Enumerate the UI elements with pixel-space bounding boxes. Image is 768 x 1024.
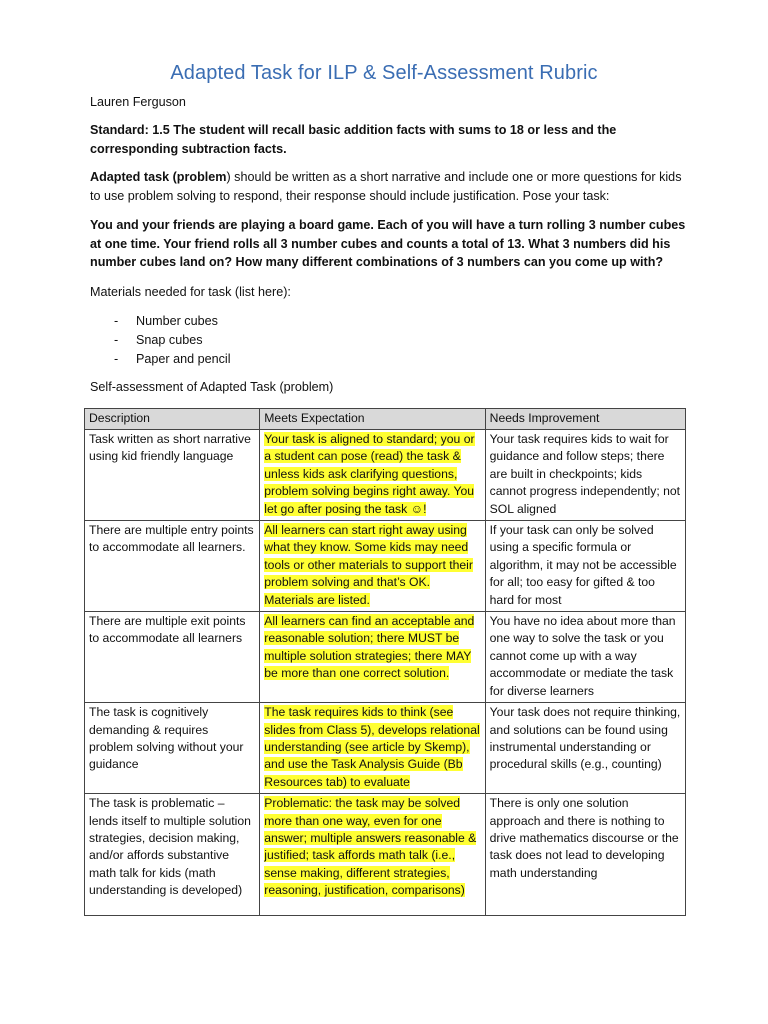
column-header-needs: Needs Improvement xyxy=(485,409,685,430)
rubric-needs-cell: Your task does not require thinking, and solutions can be found using instrumental understanding or procedural skills (e.g., counting) xyxy=(485,703,685,794)
rubric-description-cell: The task is problematic – lends itself to multiple solution strategies, decision making, and/or affords substantive math talk for kids (math understanding is developed) xyxy=(85,794,260,916)
rubric-meets-cell: All learners can start right away using what they know. Some kids may need tools or other materials to support their problem solving and that’s OK. Materials are listed. xyxy=(260,521,485,612)
standard-label: Standard: xyxy=(90,123,149,137)
rubric-description-cell: The task is cognitively demanding & requires problem solving without your guidance xyxy=(85,703,260,794)
rubric-description-cell: There are multiple entry points to accommodate all learners. xyxy=(85,521,260,612)
adapted-task-paragraph xyxy=(90,168,690,205)
rubric-header-row xyxy=(85,409,686,430)
adapted-task-label-bold: problem xyxy=(176,170,227,184)
materials-heading: Materials needed for task (list here): xyxy=(90,285,291,299)
rubric-meets-cell: All learners can find an acceptable and reasonable solution; there MUST be multiple solution strategies; there MAY be more than one correct solution. xyxy=(260,612,485,703)
rubric-needs-cell: Your task requires kids to wait for guidance and follow steps; there are built in checkpoints; kids cannot progress independently; not SOL aligned xyxy=(485,430,685,521)
rubric-description-cell: There are multiple exit points to accommodate all learners xyxy=(85,612,260,703)
rubric-table xyxy=(84,408,686,916)
column-header-meets: Meets Expectation xyxy=(260,409,485,430)
task-text: You and your friends are playing a board game. Each of you will have a turn rolling 3 number cubes at one time. Your friend rolls all 3 number cubes and counts a total of 13. What 3 numbers did his number cubes land on? How many different combinations of 3 numbers can you come up with? xyxy=(90,218,686,269)
materials-item: - Number cubes xyxy=(114,314,218,328)
materials-list xyxy=(90,312,231,369)
adapted-task-label-part2: ) should be written as a short narrative and include one or more questions for kids to use problem solving to respond, their response should include justification. Pose your task: xyxy=(90,170,682,203)
rubric-row xyxy=(85,703,686,794)
rubric-meets-cell: Your task is aligned to standard; you or a student can pose (read) the task & unless kids ask clarifying questions, problem solving begins right away. You let go after posing the task ☺! xyxy=(260,430,485,521)
standard-paragraph xyxy=(90,121,690,158)
self-assessment-heading: Self-assessment of Adapted Task (problem) xyxy=(90,380,334,394)
rubric-description-cell: Task written as short narrative using kid friendly language xyxy=(85,430,260,521)
materials-item: - Paper and pencil xyxy=(114,352,231,366)
standard-text: 1.5 The student will recall basic addition facts with sums to 18 or less and the corresponding subtraction facts. xyxy=(90,123,617,156)
rubric-needs-cell: You have no idea about more than one way to solve the task or you cannot come up with a way accommodate or mediate the task for diverse learners xyxy=(485,612,685,703)
document-title: Adapted Task for ILP & Self-Assessment Rubric xyxy=(170,62,598,84)
rubric-needs-cell: If your task can only be solved using a specific formula or algorithm, it may not be accessible for all; too easy for gifted & too hard for most xyxy=(485,521,685,612)
rubric-needs-cell: There is only one solution approach and there is nothing to drive mathematics discourse or the task does not lead to developing math understanding xyxy=(485,794,685,916)
materials-item: - Snap cubes xyxy=(114,333,203,347)
rubric-row xyxy=(85,794,686,916)
rubric-row xyxy=(85,430,686,521)
author-name: Lauren Ferguson xyxy=(90,95,186,109)
rubric-meets-cell: The task requires kids to think (see slides from Class 5), develops relational understanding (see article by Skemp), and use the Task Analysis Guide (Bb Resources tab) to evaluate xyxy=(260,703,485,794)
adapted-task-label-part1: Adapted task ( xyxy=(90,170,177,184)
rubric-row xyxy=(85,612,686,703)
rubric-row xyxy=(85,521,686,612)
column-header-description: Description xyxy=(85,409,260,430)
rubric-meets-cell: Problematic: the task may be solved more than one way, even for one answer; multiple answers reasonable & justified; task affords math talk (i.e., sense making, different strategies, reasoning, justification, comparisons) xyxy=(260,794,485,916)
